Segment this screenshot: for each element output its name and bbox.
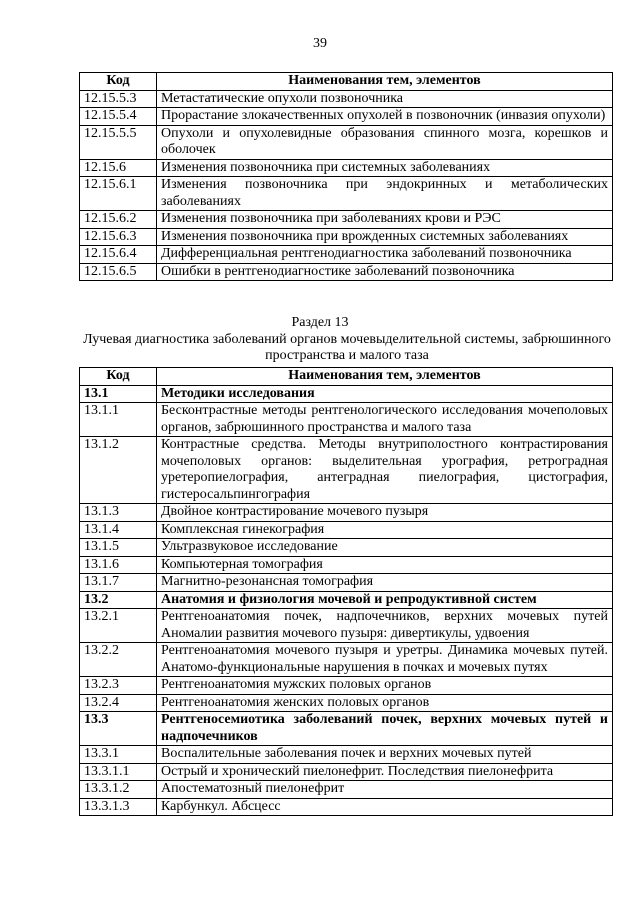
row-code: 13.2.2 [80,643,157,677]
row-text: Изменения позвоночника при эндокринных и метаболических заболеваниях [157,177,613,211]
row-code: 12.15.6.2 [80,211,157,229]
table-row [80,694,613,712]
topics-table-section-12 [79,72,613,281]
row-code: 12.15.6.5 [80,263,157,281]
row-text: Комплексная гинекография [157,521,613,539]
table-header-row [80,368,613,386]
page-number: 39 [313,36,327,51]
row-code: 12.15.6 [80,159,157,177]
table-header-row [80,73,613,91]
row-code: 13.1.6 [80,556,157,574]
row-text: Бесконтрастные методы рентгенологического исследования мочеполовых органов, забрюшинного пространства и малого таза [157,403,613,437]
table-row [80,781,613,799]
section-title: Раздел 13 [291,315,349,330]
row-code: 13.1.5 [80,539,157,557]
row-text: Изменения позвоночника при заболеваниях крови и РЭС [157,211,613,229]
table-row [80,228,613,246]
row-text: Прорастание злокачественных опухолей в позвоночник (инвазия опухоли) [157,108,613,126]
row-code: 13.1.7 [80,574,157,592]
table-row [80,712,613,746]
row-text: Рентгеноанатомия мочевого пузыря и уретры. Динамика мочевых путей. Анатомо-функциональные нарушения в почках и мочевых путях [157,643,613,677]
table-row [80,677,613,695]
row-text: Метастатические опухоли позвоночника [157,90,613,108]
table-row [80,108,613,126]
row-text: Рентгеноанатомия женских половых органов [157,694,613,712]
table-row [80,125,613,159]
row-text: Магнитно-резонансная томография [157,574,613,592]
row-code: 12.15.6.4 [80,246,157,264]
table-row [80,385,613,403]
row-text: Дифференциальная рентгенодиагностика заболеваний позвоночника [157,246,613,264]
topic-column-header: Наименования тем, элементов [157,73,613,91]
row-code: 13.1.3 [80,504,157,522]
table-row [80,246,613,264]
table-row [80,763,613,781]
code-column-header: Код [80,73,157,91]
row-code: 13.3.1.1 [80,763,157,781]
table-row [80,211,613,229]
table-row [80,403,613,437]
table-row [80,746,613,764]
row-code: 13.1 [80,385,157,403]
row-text: Рентгеноанатомия мужских половых органов [157,677,613,695]
row-text: Изменения позвоночника при системных заболеваниях [157,159,613,177]
row-code: 12.15.5.3 [80,90,157,108]
row-text: Воспалительные заболевания почек и верхних мочевых путей [157,746,613,764]
section-subtitle: Лучевая диагностика заболеваний органов мочевыделительной системы, забрюшинного пространства и малого таза [83,332,611,363]
table-row [80,263,613,281]
row-text: Анатомия и физиология мочевой и репродуктивной систем [157,591,613,609]
table-row [80,159,613,177]
table-row [80,521,613,539]
row-text: Острый и хронический пиелонефрит. Последствия пиелонефрита [157,763,613,781]
table-row [80,437,613,504]
row-code: 12.15.6.1 [80,177,157,211]
topics-table-section-13 [79,367,613,816]
row-code: 12.15.5.5 [80,125,157,159]
row-text: Методики исследования [157,385,613,403]
table-row [80,574,613,592]
row-code: 13.2 [80,591,157,609]
row-text: Контрастные средства. Методы внутриполостного контрастирования мочеполовых органов: выделительная урография, ретроградная уретеропиелография, антеградная пиелография, цистография, гистеросальпингография [157,437,613,504]
table-row [80,609,613,643]
row-code: 13.3 [80,712,157,746]
table-row [80,90,613,108]
row-text: Рентгеносемиотика заболеваний почек, верхних мочевых путей и надпочечников [157,712,613,746]
topic-column-header: Наименования тем, элементов [157,368,613,386]
row-text: Ультразвуковое исследование [157,539,613,557]
row-code: 13.3.1.2 [80,781,157,799]
row-text: Карбункул. Абсцесс [157,798,613,816]
table-row [80,504,613,522]
row-code: 13.1.1 [80,403,157,437]
table-row [80,798,613,816]
row-text: Ошибки в рентгенодиагностике заболеваний позвоночника [157,263,613,281]
row-text: Двойное контрастирование мочевого пузыря [157,504,613,522]
table-row [80,591,613,609]
row-text: Апостематозный пиелонефрит [157,781,613,799]
row-code: 12.15.6.3 [80,228,157,246]
table-row [80,643,613,677]
row-code: 13.2.1 [80,609,157,643]
row-code: 13.3.1 [80,746,157,764]
row-code: 12.15.5.4 [80,108,157,126]
table-row [80,177,613,211]
row-code: 13.1.4 [80,521,157,539]
row-text: Опухоли и опухолевидные образования спинного мозга, корешков и оболочек [157,125,613,159]
row-code: 13.3.1.3 [80,798,157,816]
table-row [80,539,613,557]
table-row [80,556,613,574]
row-code: 13.2.4 [80,694,157,712]
row-text: Изменения позвоночника при врожденных системных заболеваниях [157,228,613,246]
row-text: Компьютерная томография [157,556,613,574]
row-code: 13.2.3 [80,677,157,695]
row-code: 13.1.2 [80,437,157,504]
row-text: Рентгеноанатомия почек, надпочечников, верхних мочевых путей Аномалии развития мочевого пузыря: дивертикулы, удвоения [157,609,613,643]
code-column-header: Код [80,368,157,386]
